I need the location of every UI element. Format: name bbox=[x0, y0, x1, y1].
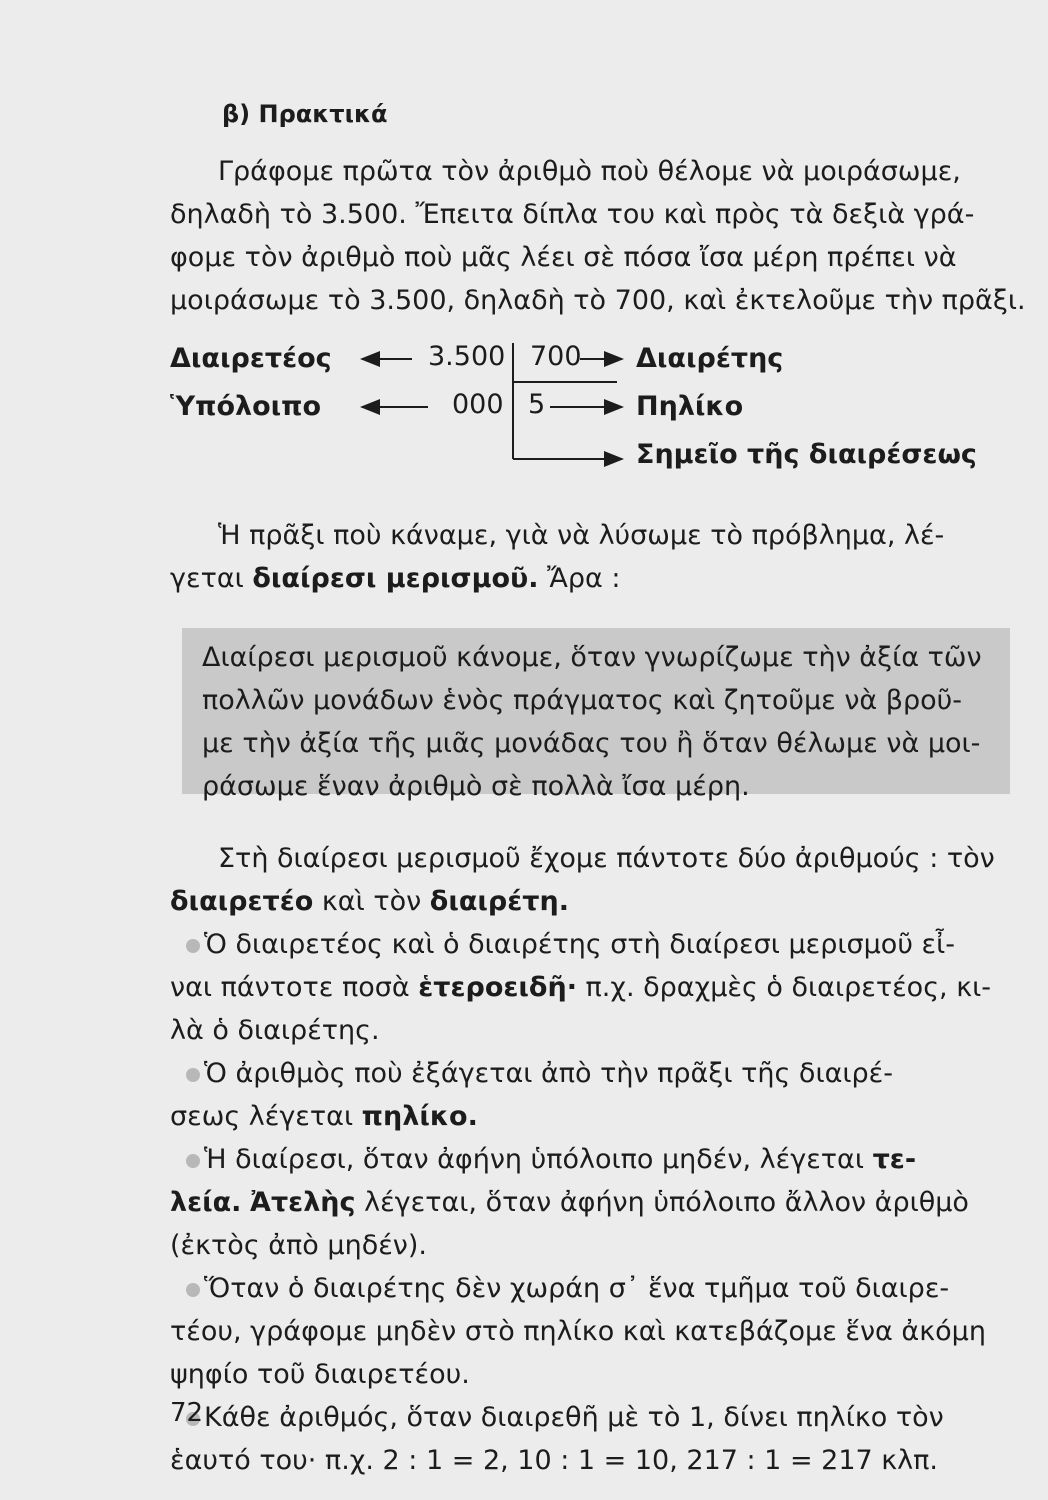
rules-line: Στὴ διαίρεσι μερισμοῦ ἔχομε πάντοτε δύο ἀριθμούς : τὸν bbox=[218, 843, 995, 874]
dividend-label: Διαιρετέος bbox=[170, 343, 332, 374]
bullet-item: Ὁ ἀριθμὸς ποὺ ἐξάγεται ἀπὸ τὴν πρᾶξι τῆς διαιρέ- bbox=[170, 1052, 1010, 1095]
definition-line: Διαίρεσι μερισμοῦ κάνομε, ὅταν γνωρίζωμε τὴν ἀξία τῶν bbox=[202, 642, 982, 673]
section-heading: β) Πρακτικά bbox=[222, 100, 388, 128]
dividend-value: 3.500 bbox=[428, 341, 506, 372]
intro-line: μοιράσωμε τὸ 3.500, δηλαδὴ τὸ 700, καὶ ἐκτελοῦμε τὴν πρᾶξι. bbox=[170, 285, 1026, 316]
bullet-icon bbox=[186, 1283, 200, 1297]
quotient-label: Πηλίκο bbox=[636, 391, 744, 422]
bullet-icon bbox=[186, 1068, 200, 1082]
rules-section: Στὴ διαίρεσι μερισμοῦ ἔχομε πάντοτε δύο ἀριθμούς : τὸν διαιρετέο καὶ τὸν διαιρέτη. Ὁ διαιρετέος καὶ ὁ διαιρέτης στὴ διαίρεσι μερισμοῦ εἶ- ναι πάντοτε ποσὰ ἑτεροειδῆ· π.χ. δραχμὲς ὁ διαιρετέος, κι- λὰ ὁ διαιρέτης. Ὁ ἀριθμὸς ποὺ ἐξάγεται ἀπὸ τὴν πρᾶξι τῆς διαιρέ- σεως λέγεται πηλίκο. Ἡ διαίρεσι, ὅταν ἀφήνη ὑπόλοιπο μηδέν, λέγεται τε- λεία. Ἀτελὴς λέγεται, ὅταν ἀφήνη ὑπόλοιπο ἄλλον ἀριθμὸ (ἐκτὸς ἀπὸ μηδέν). Ὅταν ὁ διαιρέτης δὲν χωράη σ᾽ ἕνα τμῆμα τοῦ διαιρε- τέου, γράφομε μηδὲν στὸ πηλίκο καὶ κατεβάζομε ἕνα ἀκόμη ψηφίο τοῦ διαιρετέου. Κάθε ἀριθμός, ὅταν διαιρεθῆ μὲ τὸ 1, δίνει πηλίκο τὸν ἑαυτό του· π.χ. 2 : 1 = 2, 10 : 1 = 10, 217 : 1 = 217 κλπ. bbox=[170, 837, 1010, 1482]
definition-text bbox=[202, 636, 1012, 808]
definition-line: πολλῶν μονάδων ἑνὸς πράγματος καὶ ζητοῦμε νὰ βροῦ- bbox=[202, 685, 963, 716]
bullet-item: Ἡ διαίρεσι, ὅταν ἀφήνη ὑπόλοιπο μηδέν, λέγεται τε- bbox=[170, 1138, 1010, 1181]
bullet-item: Ὅταν ὁ διαιρέτης δὲν χωράη σ᾽ ἕνα τμῆμα τοῦ διαιρε- bbox=[170, 1267, 1010, 1310]
bullet-icon bbox=[186, 1154, 200, 1168]
divisor-value: 700 bbox=[530, 341, 582, 372]
definition-line: με τὴν ἀξία τῆς μιᾶς μονάδας του ἢ ὅταν θέλωμε νὰ μοι- bbox=[202, 728, 981, 759]
intro-line: φομε τὸν ἀριθμὸ ποὺ μᾶς λέει σὲ πόσα ἴσα μέρη πρέπει νὰ bbox=[170, 242, 957, 273]
remainder-label: Ὑπόλοιπο bbox=[170, 391, 322, 422]
quotient-value: 5 bbox=[528, 389, 546, 420]
explanation-line: Ἡ πρᾶξι ποὺ κάναμε, γιὰ νὰ λύσωμε τὸ πρόβλημα, λέ- bbox=[218, 520, 945, 551]
intro-line: δηλαδὴ τὸ 3.500. Ἔπειτα δίπλα του καὶ πρὸς τὰ δεξιὰ γρά- bbox=[170, 199, 975, 230]
definition-box bbox=[182, 628, 1010, 802]
page-number: 72 bbox=[170, 1398, 204, 1428]
intro-line: Γράφομε πρῶτα τὸν ἀριθμὸ ποὺ θέλομε νὰ μοιράσωμε, bbox=[218, 156, 961, 187]
bullet-icon bbox=[186, 939, 200, 953]
division-diagram bbox=[170, 335, 1030, 495]
bullet-item: Κάθε ἀριθμός, ὅταν διαιρεθῆ μὲ τὸ 1, δίνει πηλίκο τὸν bbox=[170, 1396, 1010, 1439]
explanation-line: γεται διαίρεσι μερισμοῦ. Ἄρα : bbox=[170, 563, 621, 594]
rules-line: διαιρετέο καὶ τὸν διαιρέτη. bbox=[170, 886, 569, 917]
division-sign-label: Σημεῖο τῆς διαιρέσεως bbox=[636, 439, 977, 470]
explanation-paragraph bbox=[170, 514, 1010, 600]
intro-paragraph bbox=[170, 150, 1026, 322]
bullet-item: Ὁ διαιρετέος καὶ ὁ διαιρέτης στὴ διαίρεσι μερισμοῦ εἶ- bbox=[170, 923, 1010, 966]
definition-line: ράσωμε ἕναν ἀριθμὸ σὲ πολλὰ ἴσα μέρη. bbox=[202, 771, 750, 802]
remainder-value: 000 bbox=[452, 389, 504, 420]
term-division-partition: διαίρεσι μερισμοῦ. bbox=[252, 563, 539, 594]
divisor-label: Διαιρέτης bbox=[636, 343, 784, 374]
